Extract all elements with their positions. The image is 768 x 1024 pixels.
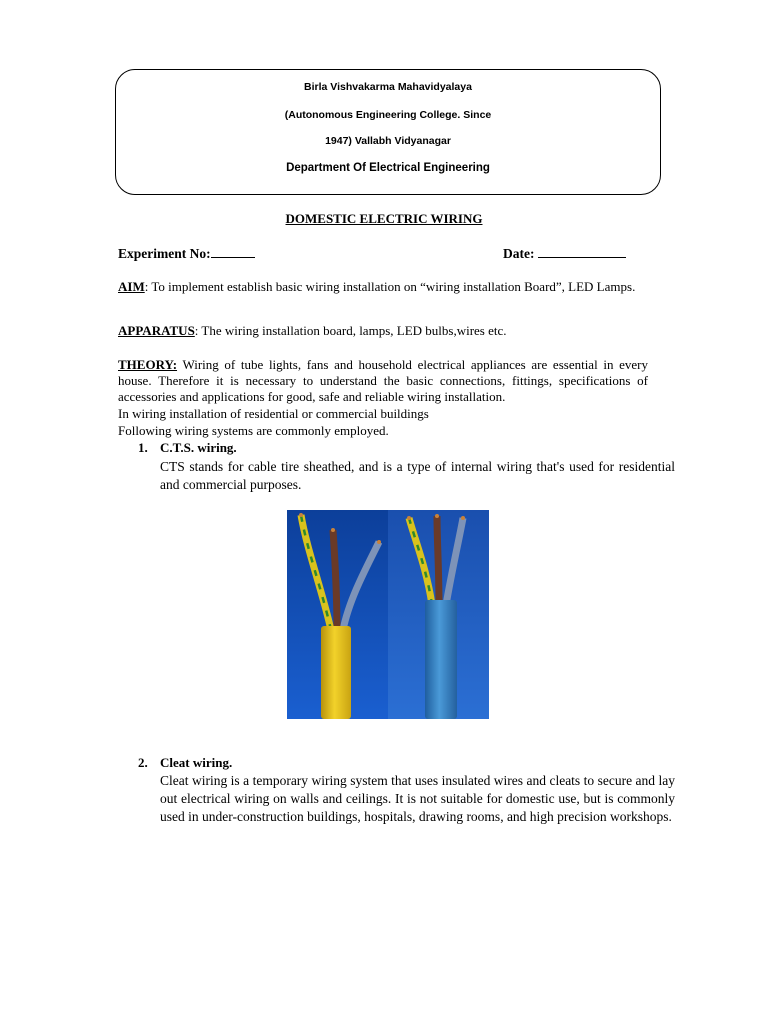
list-item-body: CTS stands for cable tire sheathed, and is a type of internal wiring that's used for residential and commercial purposes. — [160, 459, 675, 492]
list-item-number: 1. — [138, 440, 148, 455]
college-location: 1947) Vallabh Vidyanagar — [325, 135, 451, 147]
cts-cable-illustration — [287, 510, 489, 719]
list-item-heading — [138, 755, 232, 771]
document-title: DOMESTIC ELECTRIC WIRING — [285, 211, 483, 226]
apparatus-paragraph — [118, 323, 648, 339]
yellow-cable-sheath — [321, 626, 351, 719]
list-item-body: Cleat wiring is a temporary wiring system that uses insulated wires and cleats to secure and lay out electrical wiring on walls and ceilings. It is not suitable for domestic use, but is commonly used in under-construction buildings, hospitals, drawing rooms, and high precision workshops. — [160, 773, 675, 824]
experiment-date-row — [118, 245, 648, 262]
theory-text: Wiring of tube lights, fans and household electrical appliances are essential in every house. Therefore it is necessary to understand the basic connections, fittings, specifications of accessories and applications for good, safe and reliable wiring installation. — [118, 357, 648, 404]
apparatus-text: : The wiring installation board, lamps, LED bulbs,wires etc. — [194, 323, 507, 338]
theory-paragraph — [118, 357, 648, 405]
list-item-title: C.T.S. wiring. — [160, 440, 237, 455]
date-blank — [538, 245, 626, 258]
blue-cable-sheath — [425, 600, 457, 719]
college-header-box — [115, 69, 661, 195]
aim-paragraph — [118, 279, 648, 295]
list-item-number: 2. — [138, 755, 148, 770]
college-subtitle: (Autonomous Engineering College. Since — [284, 109, 492, 121]
experiment-label: Experiment No: — [118, 246, 211, 261]
date-field — [503, 245, 626, 262]
department-name: Department Of Electrical Engineering — [286, 162, 490, 174]
experiment-number-blank — [211, 245, 255, 258]
theory-line-2: In wiring installation of residential or commercial buildings — [118, 406, 429, 421]
apparatus-label: APPARATUS — [118, 323, 195, 338]
list-item-title: Cleat wiring. — [160, 755, 233, 770]
college-name: Birla Vishvakarma Mahavidyalaya — [304, 81, 472, 93]
theory-line-3: Following wiring systems are commonly employed. — [118, 423, 389, 438]
list-item-heading — [138, 440, 237, 456]
date-label: Date: — [503, 246, 535, 261]
theory-label: THEORY: — [118, 357, 178, 372]
aim-label: AIM — [118, 279, 145, 294]
aim-text: : To implement establish basic wiring installation on “wiring installation Board”, LED Lamps. — [144, 279, 636, 294]
cts-cable-photo — [287, 510, 489, 719]
